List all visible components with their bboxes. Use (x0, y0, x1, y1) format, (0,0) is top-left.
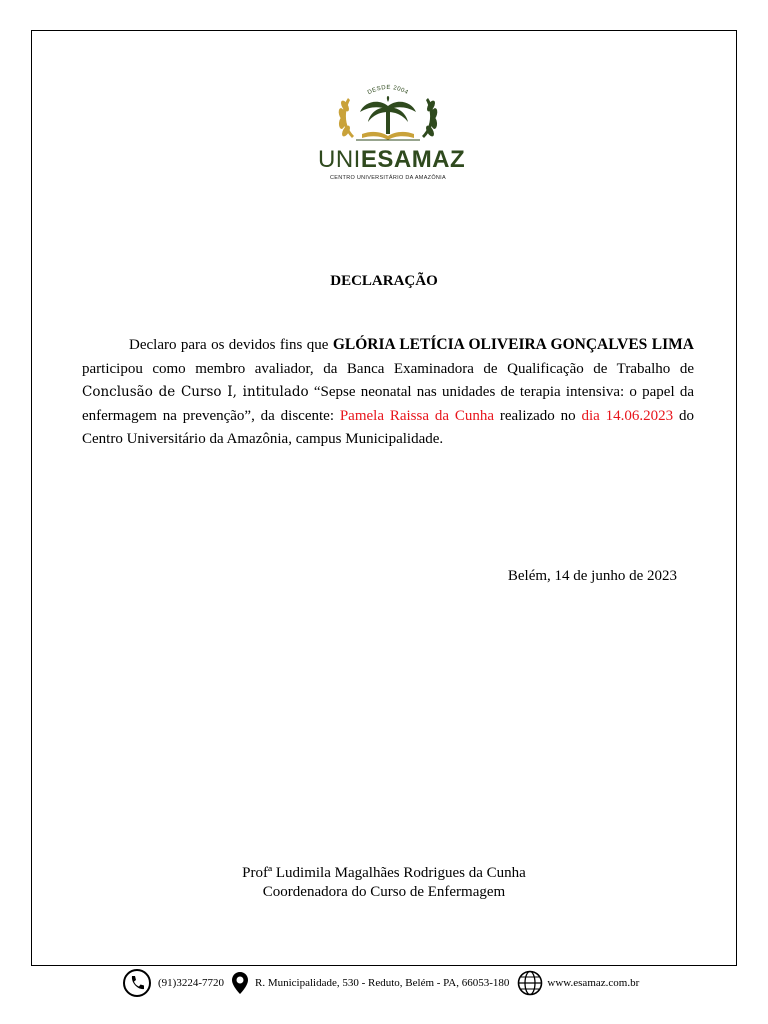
participant-name: GLÓRIA LETÍCIA OLIVEIRA GONÇALVES LIMA (332, 336, 694, 353)
event-date: dia 14.06.2023 (581, 407, 674, 424)
location-pin-icon (231, 971, 249, 995)
signatory-role: Coordenadora do Curso de Enfermagem (262, 884, 506, 900)
globe-icon (517, 970, 543, 996)
phone-icon (122, 968, 152, 998)
text-part: realizado no (494, 407, 582, 424)
text-part: “Sepse neonatal nas unidades de terapia intensiva: o papel da enfermagem na prevenção”, da discente: (82, 384, 694, 424)
svg-text:DESDE 2004 (367, 85, 409, 96)
declaration-paragraph (82, 333, 694, 452)
text-part: Conclusão de Curso I, intitulado (82, 384, 309, 400)
text-part: participou como membro avaliador, da Banca Examinadora de Qualificação de Trabalho de (82, 360, 694, 377)
text-part: do Centro Universitário da Amazônia, campus Municipalidade. (82, 407, 695, 447)
signatory-name: Profª Ludimila Magalhães Rodrigues da Cunha (242, 865, 526, 881)
since-text: DESDE 2004 (366, 84, 410, 97)
brand-prefix: UNI (318, 146, 361, 173)
brand-name (318, 146, 466, 174)
footer-phone: (91)3224-7720 (158, 977, 224, 989)
footer-address: R. Municipalidade, 530 - Reduto, Belém - PA, 66053-180 (255, 977, 510, 989)
brand-main: ESAMAZ (360, 146, 466, 173)
signature-block (0, 864, 768, 902)
place-date: Belém, 14 de junho de 2023 (507, 568, 677, 584)
declaration-body (82, 333, 694, 452)
student-name: Pamela Raissa da Cunha (339, 407, 494, 424)
text-part: Declaro para os devidos fins que (129, 337, 333, 353)
footer-website[interactable]: www.esamaz.com.br (547, 977, 640, 989)
footer (122, 967, 639, 999)
document-title: DECLARAÇÃO (330, 273, 438, 289)
brand-subtitle: CENTRO UNIVERSITÁRIO DA AMAZÔNIA (330, 175, 446, 181)
